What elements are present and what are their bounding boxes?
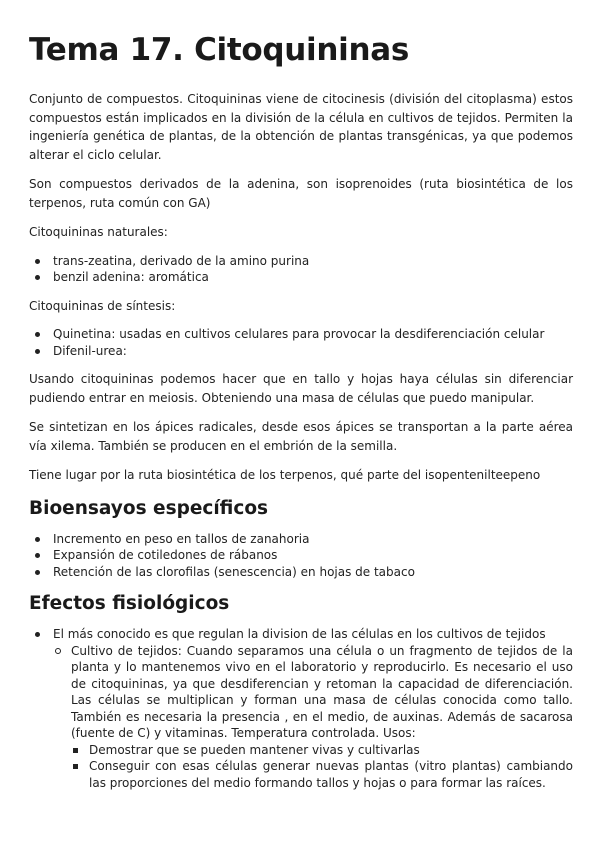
page-title: Tema 17. Citoquininas — [29, 32, 409, 68]
paragraph-sintesis: Se sintetizan en los ápices radicales, desde esos ápices se transportan a la parte aérea vía xilema. También se producen en el embrión de la semilla. — [29, 420, 573, 453]
document-page — [29, 28, 573, 802]
list-item — [29, 626, 573, 791]
uses-list — [71, 742, 573, 792]
bioensayos-list — [29, 531, 573, 581]
paragraph-naturales-label: Citoquininas naturales: — [29, 225, 168, 239]
list-item: Quinetina: usadas en cultivos celulares para provocar la desdiferenciación celular — [29, 326, 573, 343]
paragraph-sintesis-label: Citoquininas de síntesis: — [29, 298, 176, 313]
paragraph-derivados: Son compuestos derivados de la adenina, son isoprenoides (ruta biosintética de los terpenos, ruta común con GA) — [29, 177, 573, 210]
paragraph-ruta: Tiene lugar por la ruta biosintética de los terpenos, qué parte del isopentenilteepeno — [29, 468, 541, 482]
list-item: trans-zeatina, derivado de la amino purina — [29, 253, 573, 270]
list-item-text: El más conocido es que regulan la division de las células en los cultivos de tejidos — [53, 627, 546, 641]
natural-list — [29, 253, 573, 286]
section-heading-bioensayos: Bioensayos específicos — [29, 497, 269, 519]
list-item: benzil adenina: aromática — [29, 269, 573, 286]
list-item: Conseguir con esas células generar nuevas plantas (vitro plantas) cambiando las proporciones del medio formando tallos y hojas o para formar las raíces. — [71, 758, 573, 791]
list-item-text: Cultivo de tejidos: Cuando separamos una célula o un fragmento de tejidos de la planta y lo mantenemos vivo en el laboratorio y reproducirlo. Es necesario el uso de citoquininas, ya que desdiferencian y retoman la capacidad de diferenciación. Las células se multiplican y forman una masa de células conocida como tallo. También es necesaria la presencia , en el medio, de auxinas. Además de sacarosa (fuente de C) y vitaminas. Temperatura controlada. Usos: — [71, 643, 573, 740]
list-item: Retención de las clorofilas (senescencia) en hojas de tabaco — [29, 564, 573, 581]
efectos-list — [29, 626, 573, 791]
efectos-sublist — [53, 643, 573, 792]
list-item: Expansión de cotiledones de rábanos — [29, 547, 573, 564]
paragraph-uso: Usando citoquininas podemos hacer que en tallo y hojas haya células sin diferenciar pudiendo entrar en meiosis. Obteniendo una masa de células que puedo manipular. — [29, 372, 573, 405]
list-item: Incremento en peso en tallos de zanahoria — [29, 531, 573, 548]
paragraph-intro: Conjunto de compuestos. Citoquininas viene de citocinesis (división del citoplasma) estos compuestos están implicados en la división de la célula en cultivos de tejidos. Permiten la ingeniería genética de plantas, de la obtención de plantas transgénicas, ya que podemos alterar el ciclo celular. — [29, 92, 573, 162]
section-heading-efectos: Efectos fisiológicos — [29, 593, 230, 614]
synthetic-list — [29, 326, 573, 359]
list-item: Demostrar que se pueden mantener vivas y cultivarlas — [71, 742, 573, 759]
list-item: Difenil-urea: — [29, 343, 573, 360]
list-item — [53, 643, 573, 792]
